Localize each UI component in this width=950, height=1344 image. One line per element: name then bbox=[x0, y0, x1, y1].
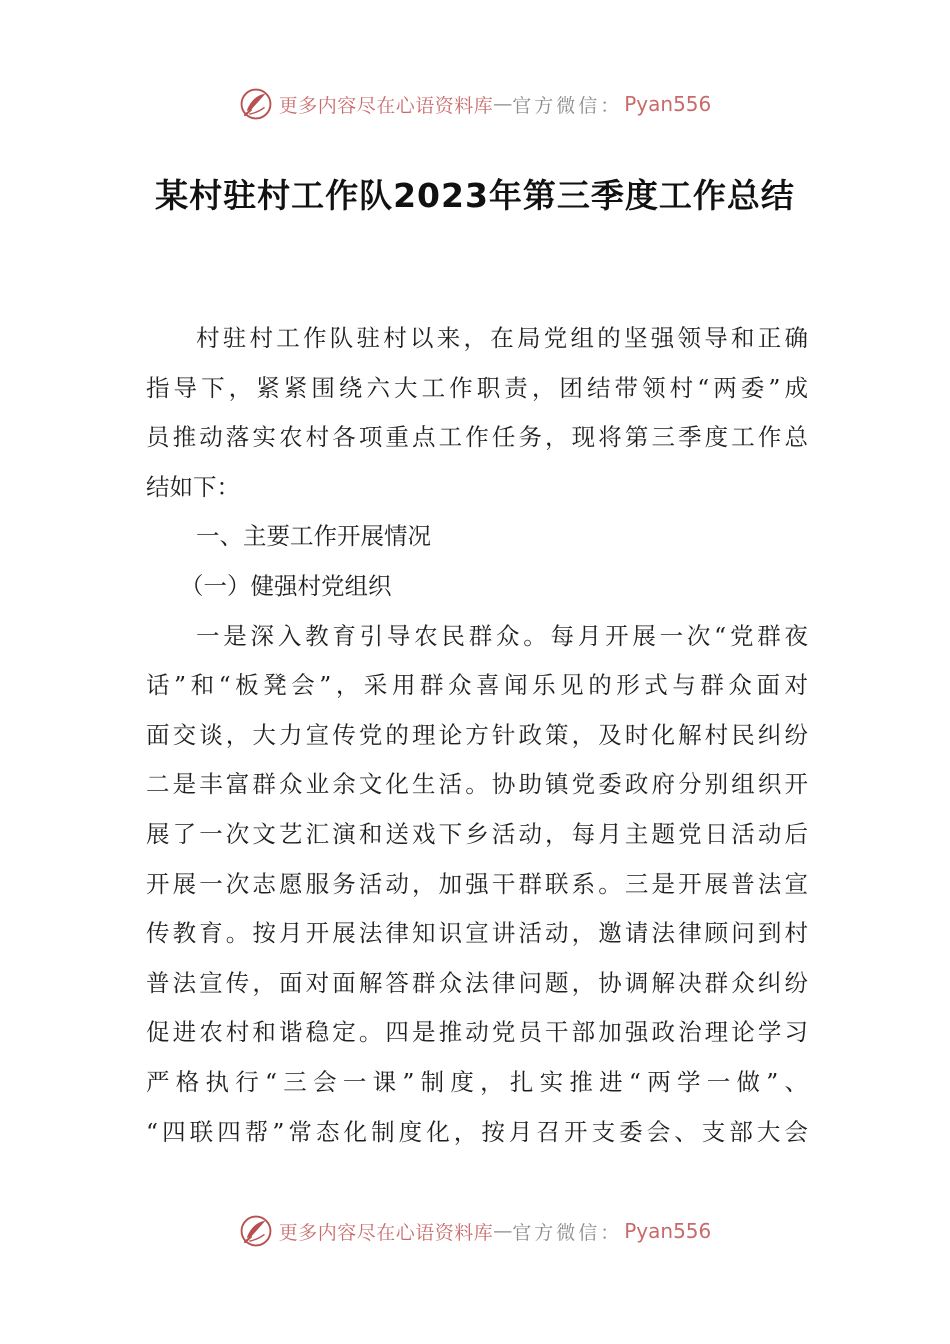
paragraph-line: 展了一次文艺汇演和送戏下乡活动，每月主题党日活动后 bbox=[146, 819, 808, 848]
paragraph-line: 话”和“板凳会”，采用群众喜闻乐见的形式与群众面对 bbox=[146, 671, 808, 700]
paragraph-line: 员推动落实农村各项重点工作任务，现将第三季度工作总 bbox=[146, 423, 808, 452]
paragraph-line: 面交谈，大力宣传党的理论方针政策，及时化解村民纠纷 bbox=[146, 720, 808, 749]
watermark-separator: — bbox=[493, 93, 513, 115]
paragraph-line: 一是深入教育引导农民群众。每月开展一次“党群夜 bbox=[196, 621, 808, 650]
watermark-header bbox=[0, 84, 950, 124]
pen-logo-icon bbox=[239, 1214, 273, 1248]
subsection-heading: （一）健强村党组织 bbox=[180, 571, 392, 600]
watermark-wechat-label: 官方微信： bbox=[512, 1221, 623, 1244]
document-body bbox=[146, 314, 808, 1157]
paragraph-line: 开展一次志愿服务活动，加强干群联系。三是开展普法宣 bbox=[146, 869, 808, 898]
paragraph-line: 严格执行“三会一课”制度，扎实推进“两学一做”、 bbox=[146, 1067, 808, 1096]
paragraph-line: “四联四帮”常态化制度化，按月召开支委会、支部大会 bbox=[146, 1117, 808, 1146]
watermark-wechat-label: 官方微信： bbox=[512, 94, 623, 117]
paragraph-line: 指导下，紧紧围绕六大工作职责，团结带领村“两委”成 bbox=[146, 373, 808, 402]
paragraph-line: 促进农村和谐稳定。四是推动党员干部加强政治理论学习 bbox=[146, 1018, 808, 1047]
paragraph-line: 村驻村工作队驻村以来，在局党组的坚强领导和正确 bbox=[196, 324, 808, 352]
document-title: 某村驻村工作队2023年第三季度工作总结 bbox=[155, 176, 795, 215]
watermark-separator: — bbox=[493, 1220, 513, 1242]
watermark-footer bbox=[0, 1211, 950, 1251]
watermark-wechat-id: Pyan556 bbox=[624, 1219, 712, 1243]
watermark-text: 更多内容尽在心语资料库 bbox=[278, 94, 494, 117]
paragraph-line: 传教育。按月开展法律知识宣讲活动，邀请法律顾问到村 bbox=[146, 919, 808, 948]
pen-logo-icon bbox=[239, 87, 273, 121]
watermark-text: 更多内容尽在心语资料库 bbox=[278, 1221, 494, 1244]
paragraph-line: 普法宣传，面对面解答群众法律问题，协调解决群众纠纷 bbox=[146, 968, 808, 997]
paragraph-line: 结如下： bbox=[146, 472, 240, 501]
paragraph-line: 二是丰富群众业余文化生活。协助镇党委政府分别组织开 bbox=[146, 770, 808, 799]
watermark-wechat-id: Pyan556 bbox=[624, 92, 712, 116]
section-heading: 一、主要工作开展情况 bbox=[196, 522, 431, 551]
